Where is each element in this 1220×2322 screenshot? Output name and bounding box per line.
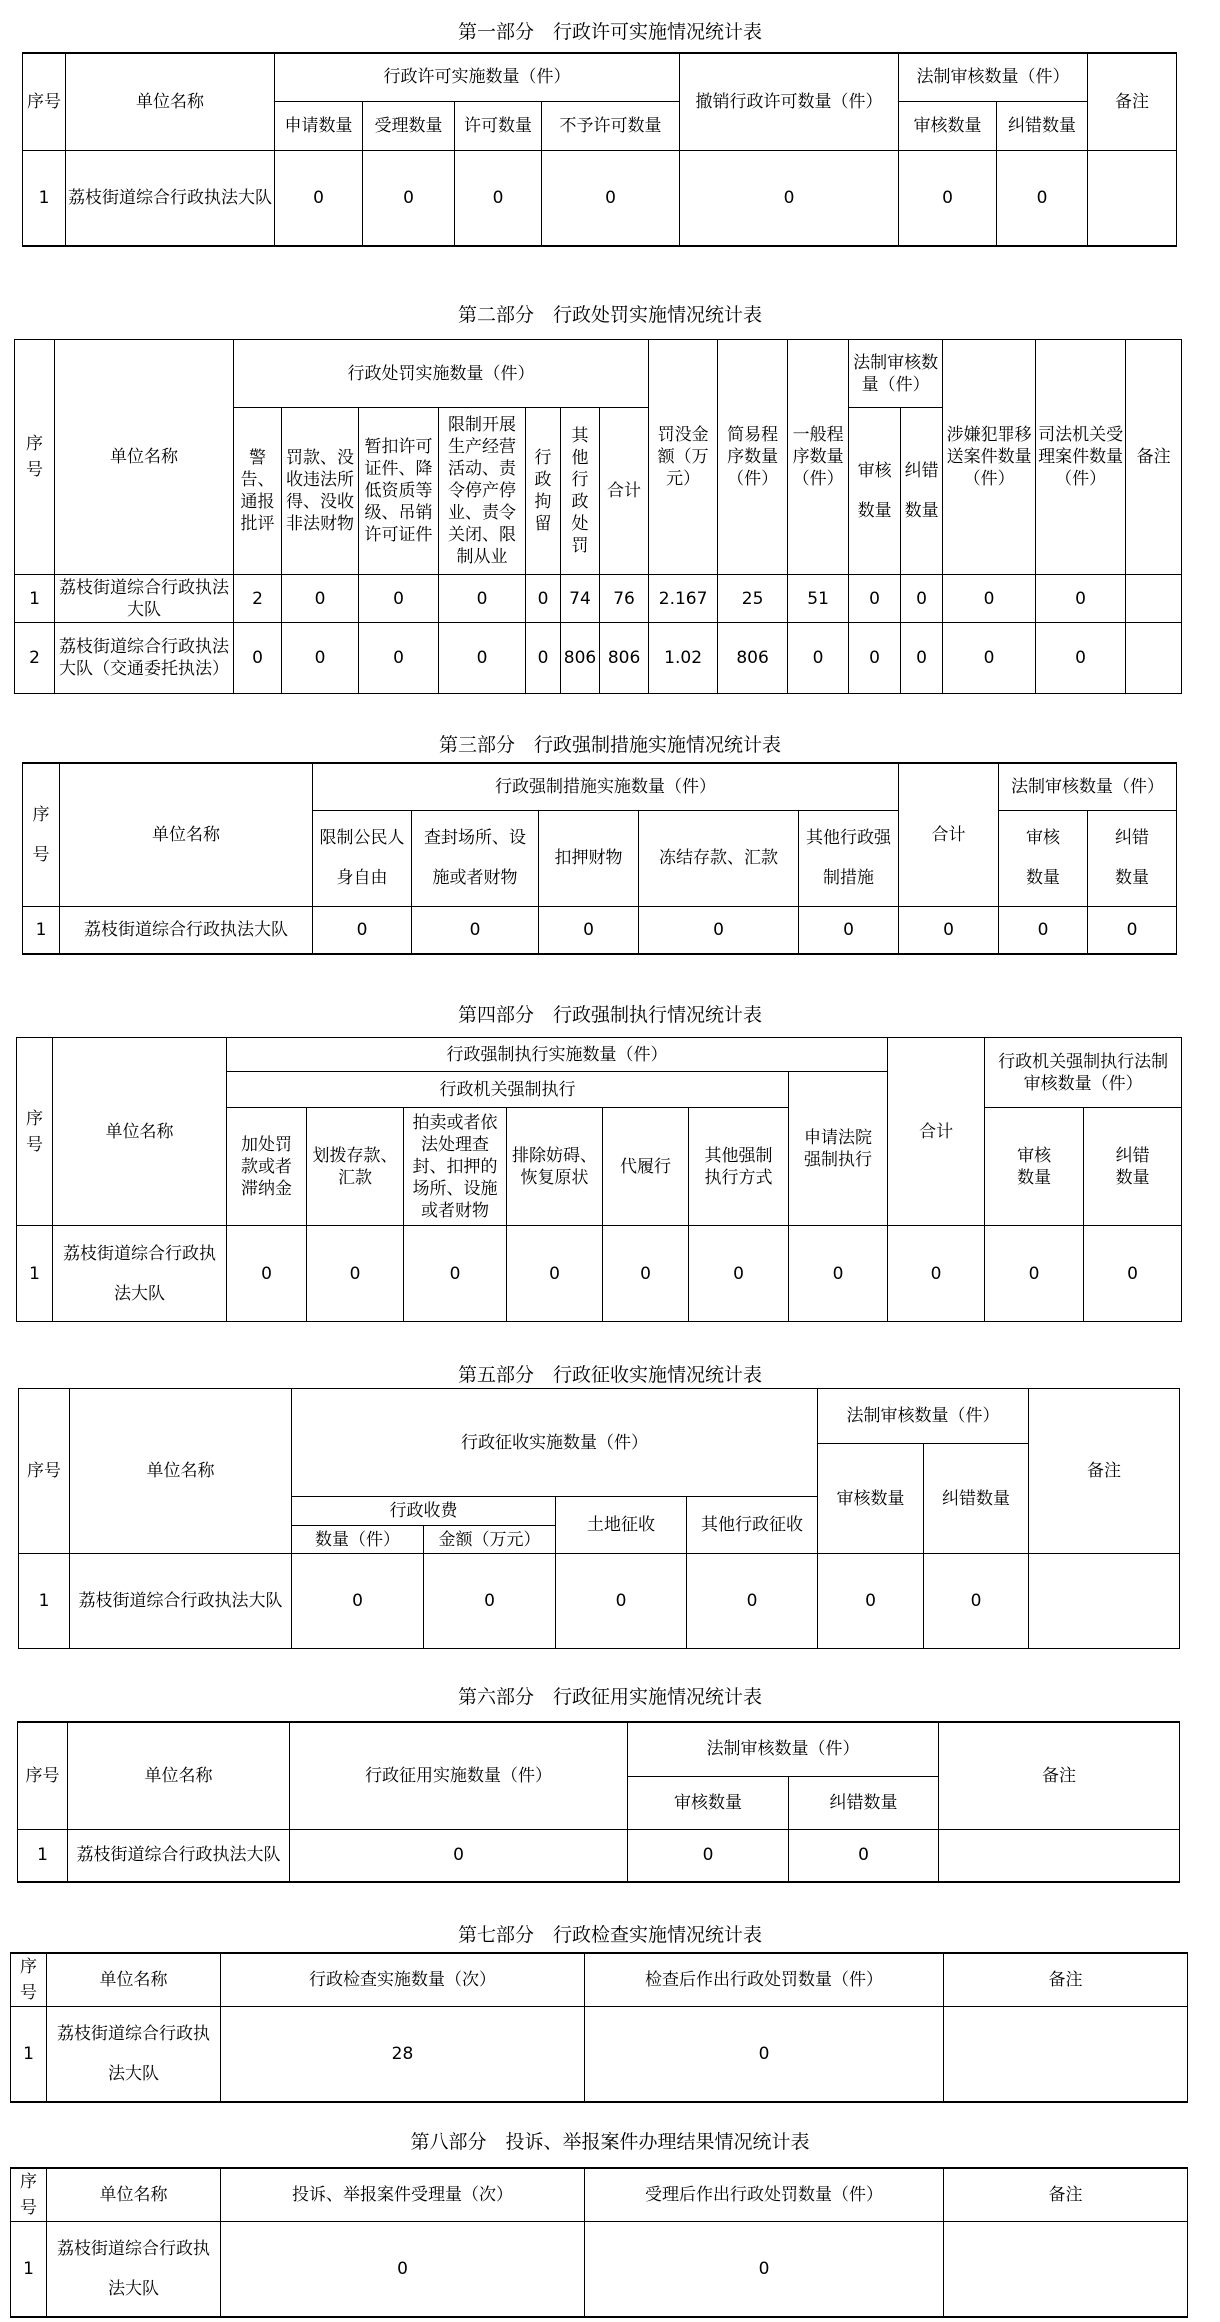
header-penalty: 加处罚款或者滞纳金 xyxy=(227,1108,307,1226)
cell-penalty: 0 xyxy=(585,2007,944,2102)
table-row xyxy=(19,1554,1180,1649)
cell-unit: 荔枝街道综合行政执法大队 xyxy=(70,1554,292,1649)
part4-title: 第四部分 行政强制执行情况统计表 xyxy=(457,1004,762,1026)
header-unit: 单位名称 xyxy=(53,1038,227,1226)
header-accept: 投诉、举报案件受理量（次） xyxy=(221,2168,585,2222)
cell-fee-amount: 0 xyxy=(424,1554,556,1649)
part1-title: 第一部分 行政许可实施情况统计表 xyxy=(457,21,762,43)
cell-warn: 2 xyxy=(234,575,282,623)
cell-seal: 0 xyxy=(412,906,539,954)
header-revoke: 撤销行政许可数量（件） xyxy=(680,53,899,150)
header-penalty: 检查后作出行政处罚数量（件） xyxy=(585,1953,944,2007)
header-correct: 纠错数量 xyxy=(789,1776,939,1829)
part7-table xyxy=(10,1952,1188,2103)
cell-remark xyxy=(944,2222,1188,2317)
cell-suspend: 0 xyxy=(359,623,439,694)
header-correct: 纠错数量 xyxy=(901,408,943,575)
cell-correct: 0 xyxy=(924,1554,1029,1649)
header-remark: 备注 xyxy=(944,2168,1188,2222)
header-fee-amount: 金额（万元） xyxy=(424,1526,556,1554)
cell-correct: 0 xyxy=(1088,906,1177,954)
header-total: 合计 xyxy=(899,763,999,906)
header-proxy: 代履行 xyxy=(603,1108,689,1226)
cell-permit: 0 xyxy=(455,150,542,246)
cell-correct: 0 xyxy=(997,150,1088,246)
header-remark: 备注 xyxy=(939,1722,1180,1829)
cell-judicial: 0 xyxy=(1036,575,1126,623)
cell-crime: 0 xyxy=(943,623,1036,694)
header-review: 审核数量 xyxy=(999,810,1088,906)
header-penalty: 受理后作出行政处罚数量（件） xyxy=(585,2168,944,2222)
header-seq: 序号 xyxy=(23,53,66,150)
header-impl: 行政强制措施实施数量（件） xyxy=(313,763,899,810)
table-row xyxy=(23,150,1177,246)
cell-restrict: 0 xyxy=(439,623,526,694)
cell-unit: 荔枝街道综合行政执法大队（交通委托执法） xyxy=(55,623,234,694)
cell-seq: 2 xyxy=(15,623,55,694)
cell-other: 0 xyxy=(689,1226,789,1322)
part7-title: 第七部分 行政检查实施情况统计表 xyxy=(457,1924,762,1946)
table-row xyxy=(15,575,1182,623)
part4-table xyxy=(16,1037,1182,1322)
header-other: 其他行政征收 xyxy=(687,1497,818,1554)
table-row xyxy=(15,623,1182,694)
header-remark: 备注 xyxy=(1088,53,1177,150)
cell-correct: 0 xyxy=(901,623,943,694)
cell-correct: 0 xyxy=(901,575,943,623)
header-apply: 申请数量 xyxy=(275,101,363,150)
header-amount: 罚没金额（万元） xyxy=(649,340,718,575)
cell-suspend: 0 xyxy=(359,575,439,623)
cell-correct: 0 xyxy=(1084,1226,1182,1322)
cell-unit: 荔枝街道综合行政执法大队 xyxy=(47,2007,221,2102)
header-legal: 行政机关强制执行法制审核数量（件） xyxy=(985,1038,1182,1108)
cell-fee-count: 0 xyxy=(292,1554,424,1649)
cell-unit: 荔枝街道综合行政执法大队 xyxy=(53,1226,227,1322)
header-personal: 限制公民人身自由 xyxy=(313,810,412,906)
header-remark: 备注 xyxy=(944,1953,1188,2007)
cell-total: 806 xyxy=(600,623,649,694)
table-row xyxy=(18,1829,1180,1882)
cell-remark xyxy=(939,1829,1180,1882)
header-total: 合计 xyxy=(888,1038,985,1226)
cell-unit: 荔枝街道综合行政执法大队 xyxy=(68,1829,290,1882)
cell-seize: 0 xyxy=(539,906,639,954)
cell-unit: 荔枝街道综合行政执法大队 xyxy=(55,575,234,623)
header-deny: 不予许可数量 xyxy=(542,101,680,150)
cell-detain: 0 xyxy=(526,575,561,623)
cell-unit: 荔枝街道综合行政执法大队 xyxy=(60,906,313,954)
header-seize: 扣押财物 xyxy=(539,810,639,906)
cell-seq: 1 xyxy=(11,2222,47,2317)
header-impl: 行政强制执行实施数量（件） xyxy=(227,1038,888,1072)
header-crime: 涉嫌犯罪移送案件数量（件） xyxy=(943,340,1036,575)
cell-remark xyxy=(944,2007,1188,2102)
header-judicial: 司法机关受理案件数量（件） xyxy=(1036,340,1126,575)
header-legal: 法制审核数量（件） xyxy=(628,1722,939,1776)
cell-other: 74 xyxy=(561,575,600,623)
cell-seq: 1 xyxy=(23,906,60,954)
header-auction: 拍卖或者依法处理查封、扣押的场所、设施或者财物 xyxy=(404,1108,507,1226)
cell-fine: 0 xyxy=(282,575,359,623)
cell-auction: 0 xyxy=(404,1226,507,1322)
cell-penalty: 0 xyxy=(227,1226,307,1322)
cell-review: 0 xyxy=(899,150,997,246)
header-correct: 纠错数量 xyxy=(997,101,1088,150)
part5-title: 第五部分 行政征收实施情况统计表 xyxy=(457,1364,762,1386)
part8-table xyxy=(10,2167,1188,2318)
part8-title: 第八部分 投诉、举报案件办理结果情况统计表 xyxy=(410,2131,810,2153)
header-unit: 单位名称 xyxy=(55,340,234,575)
cell-unit: 荔枝街道综合行政执法大队 xyxy=(47,2222,221,2317)
header-unit: 单位名称 xyxy=(68,1722,290,1829)
cell-seq: 1 xyxy=(19,1554,70,1649)
cell-accept: 0 xyxy=(221,2222,585,2317)
header-warn: 警告、通报批评 xyxy=(234,408,282,575)
cell-unit: 荔枝街道综合行政执法大队 xyxy=(66,150,275,246)
header-remark: 备注 xyxy=(1126,340,1182,575)
header-remark: 备注 xyxy=(1029,1389,1180,1554)
header-detain: 行政拘留 xyxy=(526,408,561,575)
header-unit: 单位名称 xyxy=(60,763,313,906)
cell-simple: 806 xyxy=(718,623,788,694)
header-court: 申请法院强制执行 xyxy=(789,1072,888,1226)
header-unit: 单位名称 xyxy=(66,53,275,150)
part5-table xyxy=(18,1388,1180,1649)
header-general: 一般程序数量（件） xyxy=(788,340,849,575)
header-restrict: 限制开展生产经营活动、责令停产停业、责令关闭、限制从业 xyxy=(439,408,526,575)
part2-table xyxy=(14,339,1182,694)
header-legal: 法制审核数量（件） xyxy=(899,53,1088,101)
header-land: 土地征收 xyxy=(556,1497,687,1554)
cell-remark xyxy=(1088,150,1177,246)
header-review: 审核数量 xyxy=(899,101,997,150)
part6-table xyxy=(17,1721,1180,1883)
cell-other: 0 xyxy=(687,1554,818,1649)
cell-total: 0 xyxy=(888,1226,985,1322)
cell-impl: 0 xyxy=(290,1829,628,1882)
header-review: 审核数量 xyxy=(628,1776,789,1829)
cell-revoke: 0 xyxy=(680,150,899,246)
cell-seq: 1 xyxy=(17,1226,53,1322)
cell-review: 0 xyxy=(849,575,901,623)
header-legal: 法制审核数量（件） xyxy=(818,1389,1029,1444)
cell-transfer: 0 xyxy=(307,1226,404,1322)
cell-total: 0 xyxy=(899,906,999,954)
table-row xyxy=(11,2222,1188,2317)
header-legal: 法制审核数量（件） xyxy=(999,763,1177,810)
table-row xyxy=(11,2007,1188,2102)
part3-title: 第三部分 行政强制措施实施情况统计表 xyxy=(438,734,781,756)
header-seal: 查封场所、设施或者财物 xyxy=(412,810,539,906)
header-impl: 行政征收实施数量（件） xyxy=(292,1389,818,1497)
cell-simple: 25 xyxy=(718,575,788,623)
table-row xyxy=(23,906,1177,954)
header-total: 合计 xyxy=(600,408,649,575)
part2-title: 第二部分 行政处罚实施情况统计表 xyxy=(457,304,762,326)
cell-accept: 0 xyxy=(363,150,455,246)
cell-crime: 0 xyxy=(943,575,1036,623)
table-row xyxy=(17,1226,1182,1322)
header-seq: 序号 xyxy=(11,1953,47,2007)
header-permit: 许可数量 xyxy=(455,101,542,150)
header-correct: 纠错数量 xyxy=(924,1444,1029,1554)
part6-title: 第六部分 行政征用实施情况统计表 xyxy=(457,1686,762,1708)
cell-general: 51 xyxy=(788,575,849,623)
header-organ: 行政机关强制执行 xyxy=(227,1072,789,1108)
header-impl: 行政处罚实施数量（件） xyxy=(234,340,649,408)
header-fee-count: 数量（件） xyxy=(292,1526,424,1554)
cell-fine: 0 xyxy=(282,623,359,694)
cell-seq: 1 xyxy=(18,1829,68,1882)
header-review: 审核数量 xyxy=(985,1108,1084,1226)
header-correct: 纠错数量 xyxy=(1084,1108,1182,1226)
cell-warn: 0 xyxy=(234,623,282,694)
cell-restrict: 0 xyxy=(439,575,526,623)
header-seq: 序号 xyxy=(17,1038,53,1226)
header-impl: 行政征用实施数量（件） xyxy=(290,1722,628,1829)
cell-seq: 1 xyxy=(23,150,66,246)
header-remove: 排除妨碍、恢复原状 xyxy=(507,1108,603,1226)
cell-amount: 2.167 xyxy=(649,575,718,623)
cell-seq: 1 xyxy=(11,2007,47,2102)
part3-table xyxy=(22,762,1177,955)
cell-remark xyxy=(1126,623,1182,694)
cell-review: 0 xyxy=(628,1829,789,1882)
cell-land: 0 xyxy=(556,1554,687,1649)
header-fine: 罚款、没收违法所得、没收非法财物 xyxy=(282,408,359,575)
cell-court: 0 xyxy=(789,1226,888,1322)
header-fee: 行政收费 xyxy=(292,1497,556,1526)
cell-other: 0 xyxy=(799,906,899,954)
cell-review: 0 xyxy=(849,623,901,694)
header-transfer: 划拨存款、汇款 xyxy=(307,1108,404,1226)
cell-freeze: 0 xyxy=(639,906,799,954)
header-unit: 单位名称 xyxy=(70,1389,292,1554)
header-unit: 单位名称 xyxy=(47,1953,221,2007)
header-review: 审核数量 xyxy=(818,1444,924,1554)
header-seq: 序号 xyxy=(19,1389,70,1554)
header-simple: 简易程序数量（件） xyxy=(718,340,788,575)
cell-seq: 1 xyxy=(15,575,55,623)
cell-other: 806 xyxy=(561,623,600,694)
cell-penalty: 0 xyxy=(585,2222,944,2317)
header-impl: 行政检查实施数量（次） xyxy=(221,1953,585,2007)
header-seq: 序号 xyxy=(23,763,60,906)
part1-table xyxy=(22,52,1177,247)
cell-review: 0 xyxy=(985,1226,1084,1322)
header-review: 审核数量 xyxy=(849,408,901,575)
header-other: 其他强制执行方式 xyxy=(689,1108,789,1226)
header-other: 其他行政处罚 xyxy=(561,408,600,575)
header-unit: 单位名称 xyxy=(47,2168,221,2222)
header-correct: 纠错数量 xyxy=(1088,810,1177,906)
header-seq: 序号 xyxy=(15,340,55,575)
cell-amount: 1.02 xyxy=(649,623,718,694)
cell-remark xyxy=(1029,1554,1180,1649)
cell-impl: 28 xyxy=(221,2007,585,2102)
header-accept: 受理数量 xyxy=(363,101,455,150)
cell-proxy: 0 xyxy=(603,1226,689,1322)
header-suspend: 暂扣许可证件、降低资质等级、吊销许可证件 xyxy=(359,408,439,575)
header-other: 其他行政强制措施 xyxy=(799,810,899,906)
cell-apply: 0 xyxy=(275,150,363,246)
header-legal: 法制审核数量（件） xyxy=(849,340,943,408)
header-seq: 序号 xyxy=(11,2168,47,2222)
cell-review: 0 xyxy=(818,1554,924,1649)
cell-detain: 0 xyxy=(526,623,561,694)
cell-review: 0 xyxy=(999,906,1088,954)
cell-deny: 0 xyxy=(542,150,680,246)
header-freeze: 冻结存款、汇款 xyxy=(639,810,799,906)
cell-personal: 0 xyxy=(313,906,412,954)
cell-total: 76 xyxy=(600,575,649,623)
cell-correct: 0 xyxy=(789,1829,939,1882)
header-seq: 序号 xyxy=(18,1722,68,1829)
cell-remove: 0 xyxy=(507,1226,603,1322)
cell-remark xyxy=(1126,575,1182,623)
cell-general: 0 xyxy=(788,623,849,694)
header-impl: 行政许可实施数量（件） xyxy=(275,53,680,101)
cell-judicial: 0 xyxy=(1036,623,1126,694)
